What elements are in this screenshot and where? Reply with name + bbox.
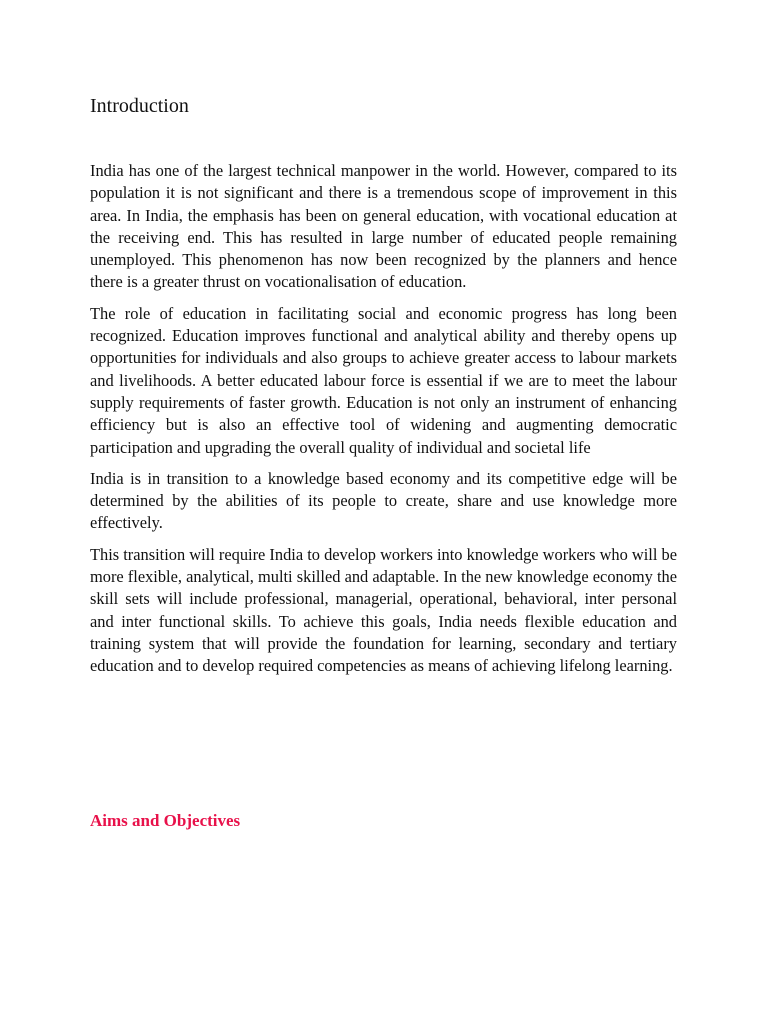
paragraph: India has one of the largest technical manpower in the world. However, compared to its population it is not significant and there is a tremendous scope of improvement in this area. In India, the emphasis has been on general education, with vocational education at the receiving end. This has resulted in large number of educated people remaining unemployed. This phenomenon has now been recognized by the planners and hence there is a greater thrust on vocationalisation of education.: [90, 161, 677, 292]
paragraph: India is in transition to a knowledge based economy and its competitive edge will be determined by the abilities of its people to create, share and use knowledge more effectively.: [90, 468, 677, 533]
paragraph: This transition will require India to develop workers into knowledge workers who will be more flexible, analytical, multi skilled and adaptable. In the new knowledge economy the skill sets will include professional, managerial, operational, behavioral, inter personal and inter functional skills. To achieve this goals, India needs flexible education and training system that will provide the foundation for learning, secondary and tertiary education and to develop required competencies as means of achieving lifelong learning.: [90, 544, 677, 676]
document-body: [90, 160, 677, 687]
section-heading-introduction: Introduction: [90, 95, 189, 117]
section-heading-aims-and-objectives: Aims and Objectives: [90, 811, 241, 830]
paragraph: The role of education in facilitating social and economic progress has long been recognized. Education improves functional and analytical ability and thereby opens up opportunities for individuals and also groups to achieve greater access to labour markets and livelihoods. A better educated labour force is essential if we are to meet the labour supply requirements of faster growth. Education is not only an instrument of enhancing efficiency but is also an effective tool of widening and augmenting democratic participation and upgrading the overall quality of individual and societal life: [90, 303, 677, 457]
